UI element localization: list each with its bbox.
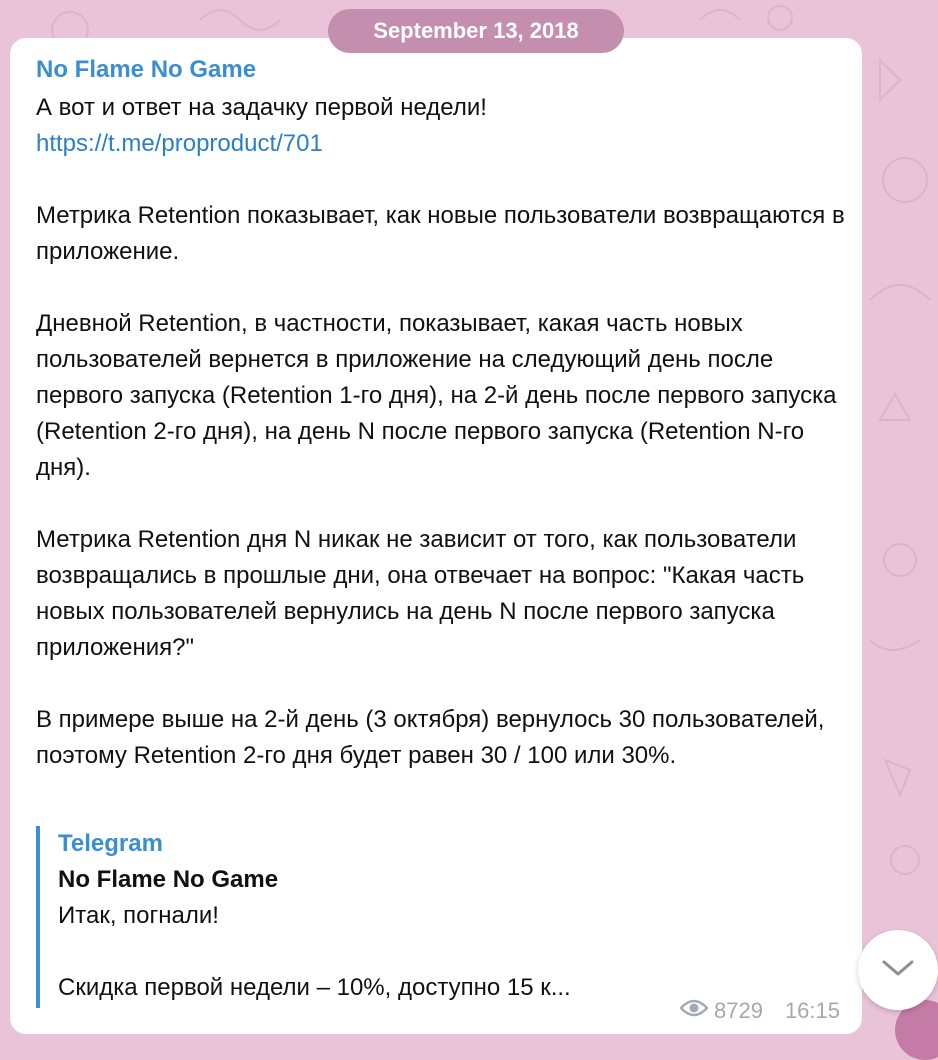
preview-site-name: Telegram (58, 830, 163, 857)
message-paragraph-3: Метрика Retention дня N никак не зависит от того, как пользователи возвращались в прошлые дни, она отвечает на вопрос: "Какая часть новых пользователей вернулись на день N после первого запуска приложения?" (36, 526, 805, 661)
date-separator (328, 9, 624, 53)
message-paragraph-1: Метрика Retention показывает, как новые пользователи возвращаются в приложение. (36, 202, 845, 265)
message-time: 16:15 (784, 998, 840, 1023)
message-link[interactable]: https://t.me/proproduct/701 (36, 130, 323, 157)
message-text (36, 90, 846, 774)
link-preview[interactable] (36, 826, 636, 1008)
message-line: А вот и ответ на задачку первой недели! (36, 94, 487, 121)
message-paragraph-2: Дневной Retention, в частности, показывает, какая часть новых пользователей вернется в приложение на следующий день после первого запуска (Retention 1-го дня), на 2-й день после первого запуска (Retention 2-го дня), на день N после первого запуска (Retention N-го дня). (36, 310, 837, 481)
date-label: September 13, 2018 (373, 18, 579, 43)
chevron-down-icon (881, 958, 915, 983)
preview-line-2: Скидка первой недели – 10%, доступно 15 к... (58, 974, 571, 1001)
views-counter (680, 998, 763, 1024)
message-paragraph-4: В примере выше на 2-й день (3 октября) вернулось 30 пользователей, поэтому Retention 2-го дня будет равен 30 / 100 или 30%. (36, 706, 825, 769)
views-count: 8729 (713, 998, 763, 1023)
scroll-down-button[interactable] (858, 930, 938, 1010)
sender-name[interactable]: No Flame No Game (36, 56, 257, 83)
preview-title: No Flame No Game (58, 866, 279, 893)
eye-icon (680, 998, 708, 1024)
message-meta (680, 998, 840, 1024)
message-bubble[interactable] (10, 38, 862, 1034)
preview-line-1: Итак, погнали! (58, 902, 219, 929)
